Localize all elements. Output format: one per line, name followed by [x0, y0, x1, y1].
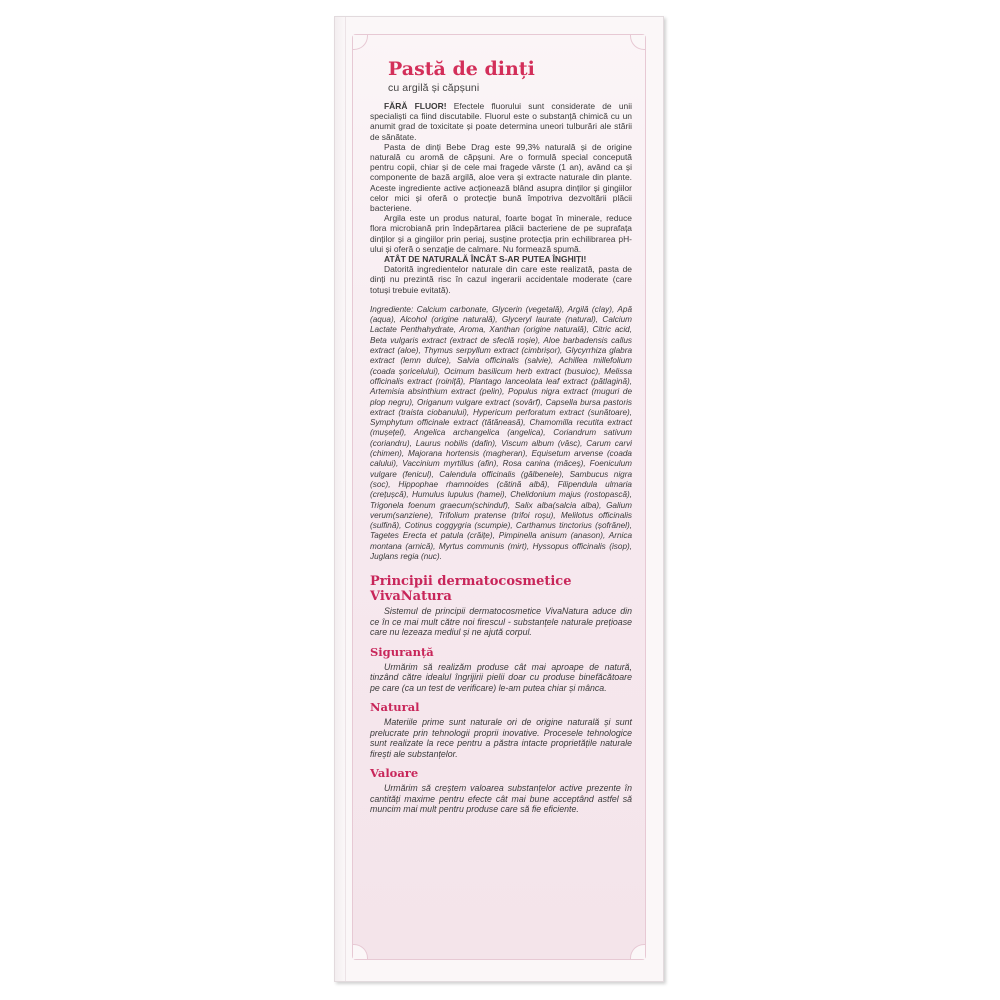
safety-text: Urmărim să realizăm produse cât mai aproape de natură, tinzând către idealul îngrijirii pielii doar cu produse binefăcătoare pe care (ca un test de verificare) le-am putea chiar și mânca. — [370, 661, 632, 693]
no-fluoride-label: FĂRĂ FLUOR! — [384, 101, 447, 111]
principles-intro: Sistemul de principii dermatocosmetice VivaNatura aduce din ce în ce mai mult către noi firescul - substanțele naturale prețioase care nu lezeaza mediul și ne ajută corpul. — [370, 606, 632, 638]
intro-paragraph-1-text: Efectele fluorului sunt considerate de unii specialiști ca fiind discutabile. Fluorul este o substanță chimică cu un anumit grad de toxicitate și poate determina uneori tulburări ale stării de sănătate. — [370, 101, 632, 142]
natural-heading: Natural — [370, 700, 420, 715]
box-side-flap — [335, 17, 346, 981]
product-title: Pastă de dinți — [388, 58, 535, 80]
product-subtitle: cu argilă și căpșuni — [388, 82, 480, 94]
intro-paragraph-1 — [370, 101, 632, 142]
swallow-safe-label: ATÂT DE NATURALĂ ÎNCÂT S-AR PUTEA ÎNGHIȚI! — [384, 254, 587, 265]
value-text: Urmărim să creștem valoarea substanțelor active prezente în cantități maxime pentru efecte cât mai bune acceptând astfel să muncim mai mult pentru produse care să fie eficiente. — [370, 783, 632, 815]
intro-paragraph-3: Argila este un produs natural, foarte bogat în minerale, reduce flora microbiană prin îndepărtarea plăcii bacteriene de pe suprafața dinților și a gingiilor prin periaj, susține protecția prin echilibrarea pH-ului și oferă o senzație de calmare. Nu formează spumă. — [370, 213, 632, 254]
value-heading: Valoare — [370, 766, 419, 781]
panel-corner-bottom-right — [630, 944, 645, 959]
intro-paragraph-2: Pasta de dinți Bebe Drag este 99,3% naturală și de origine naturală cu aromă de căpșuni. Are o formulă special concepută pentru copii, chiar și de cele mai fragede vârste (1 an), având ca și componente de bază argilă, aloe vera și extracte naturale din plante. Aceste ingrediente active acționează blând asupra dinților și gingiilor celor mici și oferă o protecție bună împotriva dezvoltării plăcii bacteriene. — [370, 141, 632, 214]
panel-corner-bottom-left — [353, 944, 368, 959]
natural-text: Materiile prime sunt naturale ori de origine naturală și sunt prelucrate prin tehnologii proprii inovative. Procesele tehnologice sunt realizate la rece pentru a păstra intacte proprietățile naturale firești ale substanțelor. — [370, 717, 632, 759]
ingredients-list: Ingrediente: Calcium carbonate, Glycerin (vegetală), Argilă (clay), Apă (aqua), Alcohol (origine naturală), Glyceryl laurate (natural), Calcium Lactate Penthahydrate, Aroma, Xanthan (origine naturală), Citric acid, Beta vulgaris extract (extract de sfeclă roșie), Aloe barbadensis callus extract (aloe), Thymus serpyllum extract (cimbrișor), Glycyrrhiza glabra extract (lemn dulce), Salvia officinalis (salvie), Achillea millefolium (coada șoricelului), Ocimum basilicum herb extract (busuioc), Melissa officinalis extract (roiniță), Plantago lanceolata leaf extract (pătlagină), Artemisia absinthium extract (pelin), Populus nigra extract (muguri de plop negru), Origanum vulgare extract (sovârf), Capsella bursa pastoris extract (traista ciobanului), Hypericum perforatum extract (sunătoare), Symphytum officinale extract (tătăneasă), Chamomilla recutita extract (mușețel), Angelica archangelica (angelica), Coriandrum sativum (coriandru), Laurus nobilis (dafin), Viscum album (vâsc), Carum carvi (chimen), Majorana hortensis (magheran), Equisetum arvense (coada calului), Vaccinium myrtillus (afin), Rosa canina (măceș), Foeniculum vulgare (fenicul), Calendula officinalis (gălbenele), Sambucus nigra (soc), Hippophae rhamnoides (cătină albă), Filipendula ulmaria (crețușcă), Humulus lupulus (hamei), Chelidonium majus (rostopască), Trigonela foenum graecum(schinduf), Salix alba(salcia alba), Galium verum(sanziene), Trifolium pratense (trifoi roșu), Melilotus officinalis (sulfină), Cotinus coggygria (scumpie), Carthamus tinctorius (șofrănel), Tagetes Erecta et patula (crăițe), Pimpinella anisum (anason), Arnica montana (arnică), Myrtus communis (mirt), Hyssopus officinalis (isop), Juglans regia (nuc). — [370, 304, 632, 561]
intro-paragraph-5: Datorită ingredientelor naturale din care este realizată, pasta de dinți nu prezintă risc în cazul ingerarii accidentale moderate (care totuși trebuie evitată). — [370, 264, 632, 295]
label-content — [370, 58, 632, 815]
intro-paragraph-4 — [370, 254, 632, 264]
principles-heading: Principii dermatocosmetice VivaNatura — [370, 574, 572, 605]
safety-heading: Siguranță — [370, 644, 434, 659]
